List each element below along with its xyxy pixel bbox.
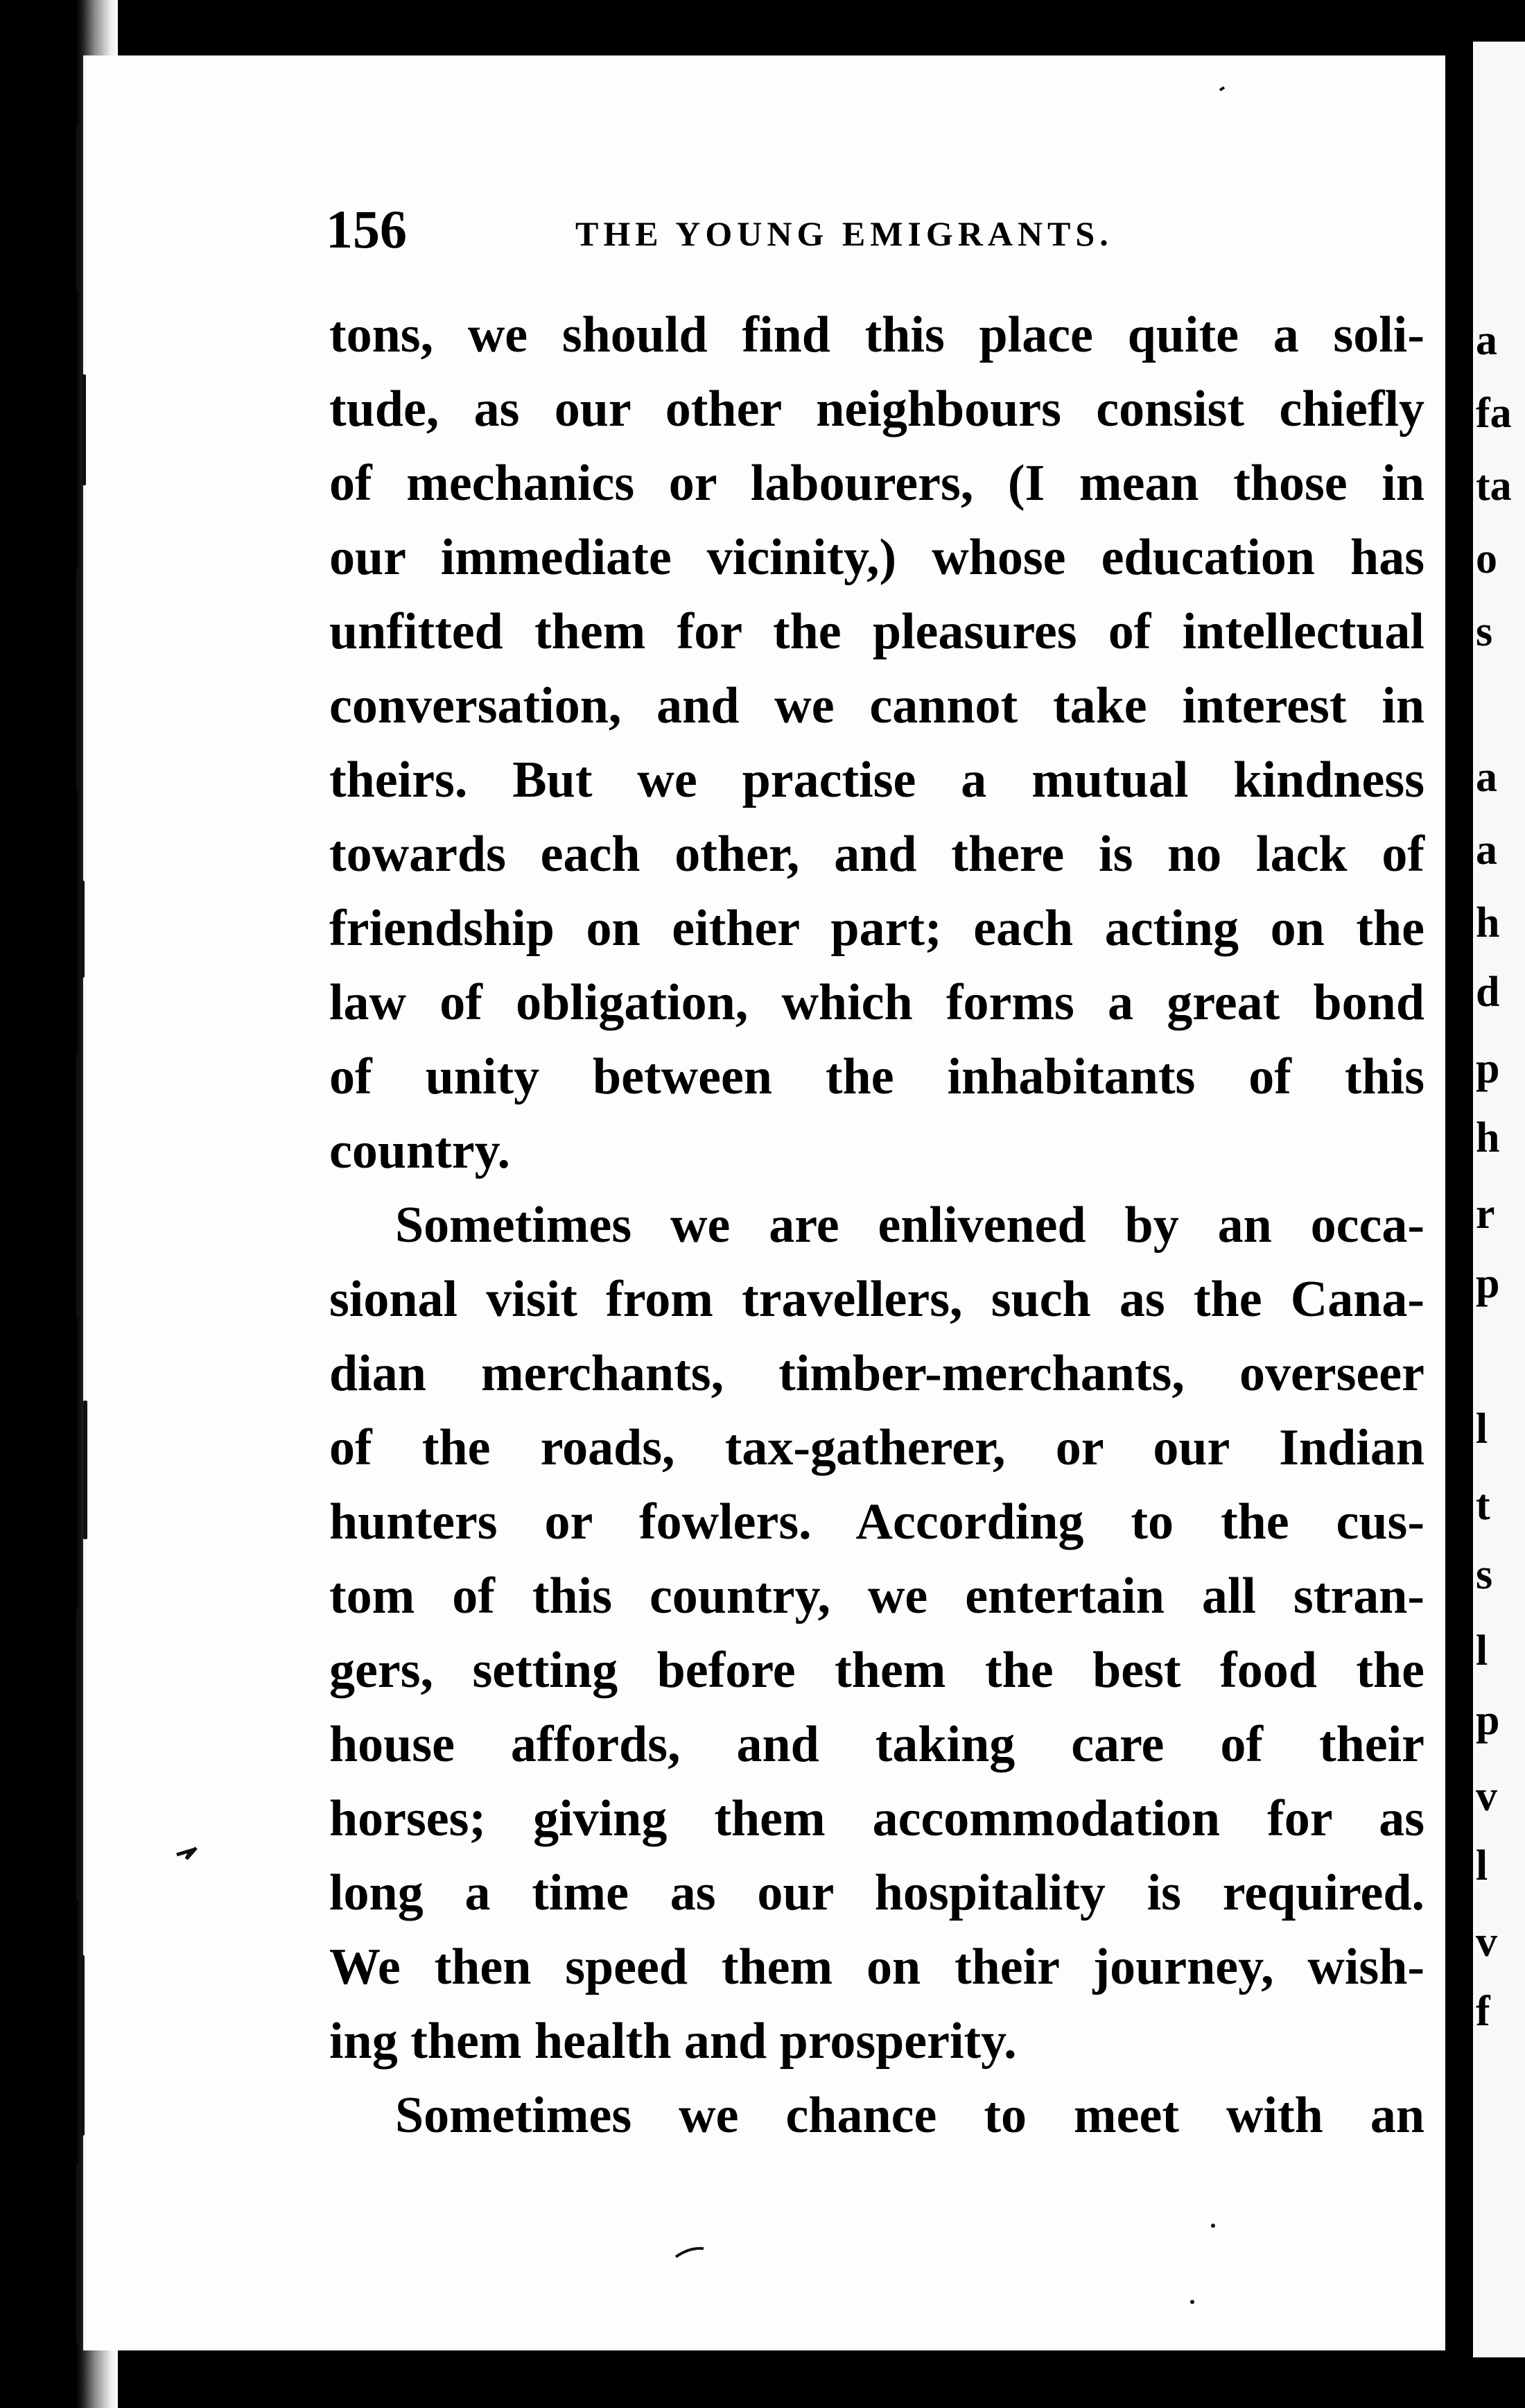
text-line: horses; giving them accommodation for as [329,1790,1424,1847]
adjacent-page-letter: fa [1476,390,1512,437]
adjacent-page-edge [1473,42,1525,2357]
text-line: dian merchants, timber-merchants, overseer [329,1345,1424,1402]
adjacent-page-letter: o [1476,535,1497,582]
binding-marks [76,83,104,2371]
text-line: theirs. But we practise a mutual kindness [329,752,1424,808]
text-line: of unity between the inhabitants of this [329,1048,1424,1105]
text-line: gers, setting before them the best food the [329,1642,1424,1699]
adjacent-page-letter: d [1476,969,1500,1016]
adjacent-page-letter: p [1476,1045,1500,1092]
text-line: tons, we should find this place quite a soli- [329,306,1424,363]
text-line: hunters or fowlers. According to the cus- [329,1493,1424,1550]
adjacent-page-letter: p [1476,1260,1500,1307]
body-text [329,298,1424,2153]
adjacent-page-letter: s [1476,608,1493,655]
adjacent-page-letter: h [1476,899,1500,946]
text-line: towards each other, and there is no lack of [329,826,1424,883]
text-line: country. [329,1123,511,1179]
text-line: house affords, and taking care of their [329,1716,1424,1773]
text-line: ing them health and prosperity. [329,2013,1017,2070]
text-line: conversation, and we cannot take interest in [329,677,1424,734]
adjacent-page-letter: a [1476,826,1497,874]
adjacent-page-letter: a [1476,754,1497,801]
adjacent-page-letter: ta [1476,462,1512,510]
adjacent-page-letter: t [1476,1482,1490,1529]
adjacent-page-letter: v [1476,1773,1497,1820]
adjacent-page-letter: v [1476,1918,1497,1966]
running-head: THE YOUNG EMIGRANTS. [575,214,1113,253]
text-line: We then speed them on their journey, wish- [329,1939,1424,1995]
adjacent-page-letter: f [1476,1988,1490,2035]
adjacent-page-letter: l [1476,1842,1488,1889]
text-line: sional visit from travellers, such as the Cana- [329,1271,1424,1328]
adjacent-page-letter: l [1476,1405,1488,1453]
adjacent-page-letter: r [1476,1190,1495,1238]
adjacent-page-letter: l [1476,1627,1488,1674]
text-line: friendship on either part; each acting on the [329,900,1424,957]
adjacent-page-letter: h [1476,1114,1500,1161]
page-number: 156 [326,199,407,259]
text-line: Sometimes we are enlivened by an occa- [395,1197,1424,1254]
adjacent-page-letter: a [1476,317,1497,364]
adjacent-page-letter: p [1476,1697,1500,1744]
adjacent-page-letter: s [1476,1551,1493,1598]
text-line: our immediate vicinity,) whose education has [329,529,1424,586]
text-line: Sometimes we chance to meet with an [395,2087,1424,2144]
text-line: unfitted them for the pleasures of intellectual [329,603,1424,660]
text-line: law of obligation, which forms a great bond [329,974,1424,1031]
page-header [326,198,1435,261]
text-line: tom of this country, we entertain all stran- [329,1568,1424,1625]
text-line: tude, as our other neighbours consist chiefly [329,381,1424,438]
text-line: of mechanics or labourers, (I mean those in [329,455,1424,512]
text-line: long a time as our hospitality is required. [329,1864,1424,1921]
text-line: of the roads, tax-gatherer, or our Indian [329,1419,1424,1476]
